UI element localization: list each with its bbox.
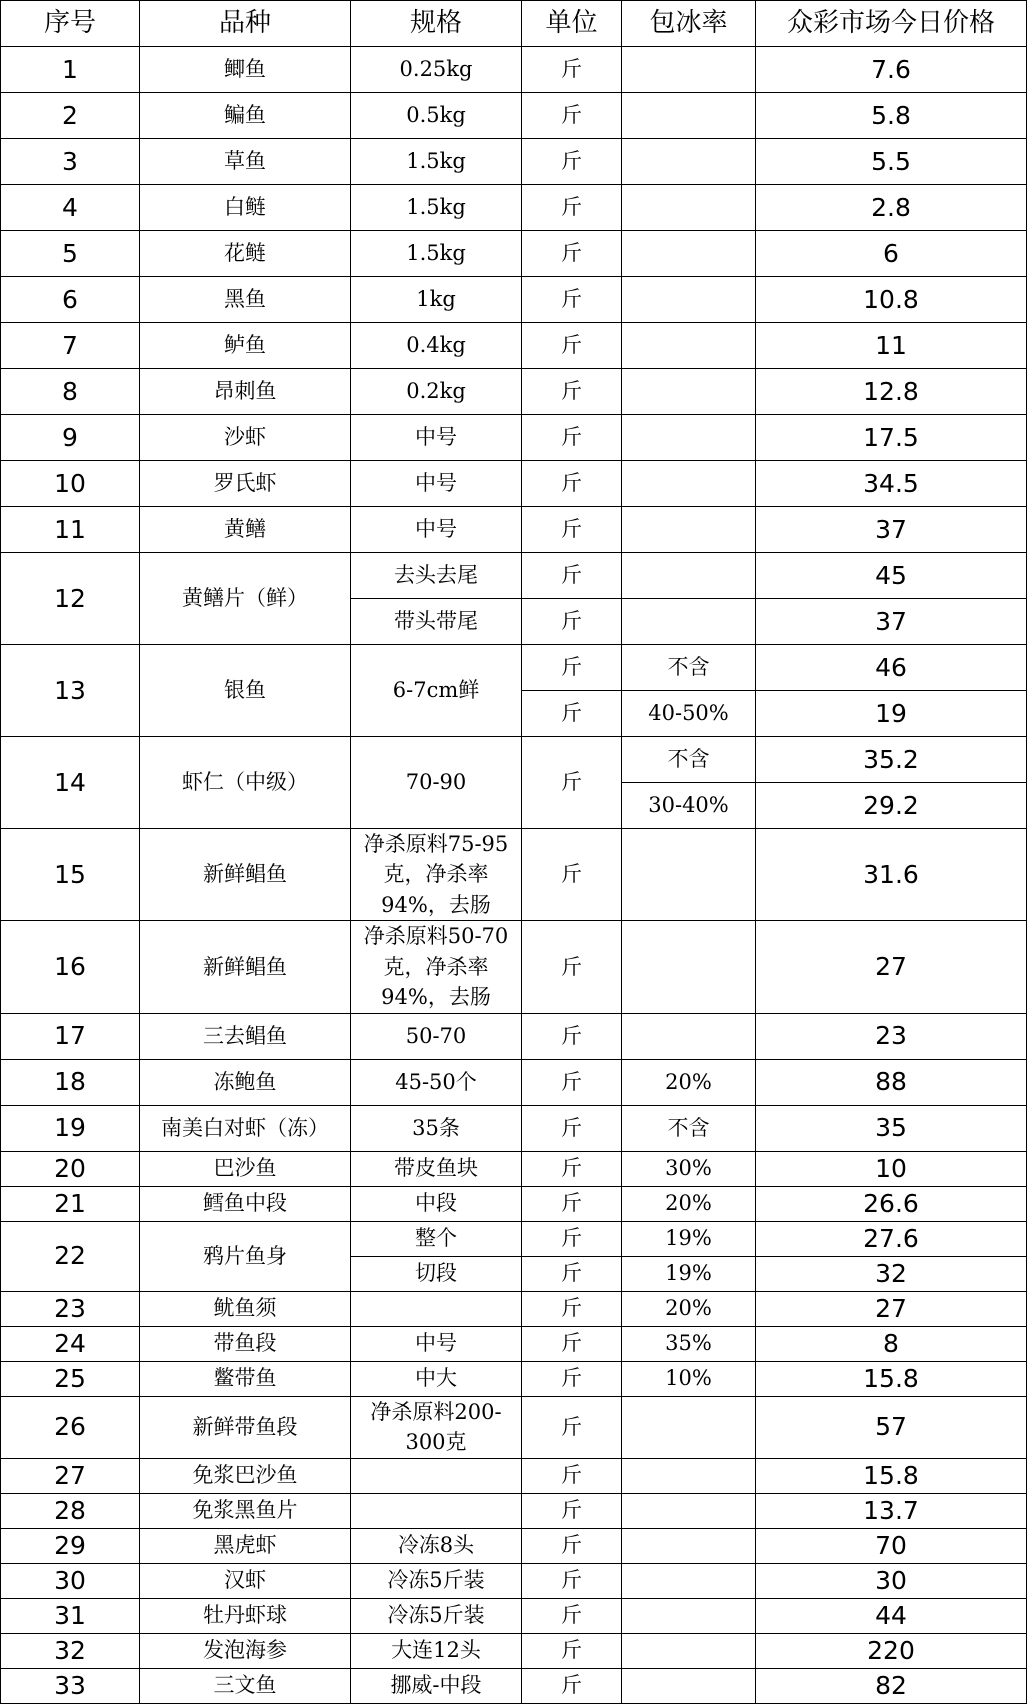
cell-ice-rate: 不含 [622, 1105, 756, 1151]
table-row [1, 829, 1027, 921]
cell-ice-rate: 35% [622, 1326, 756, 1361]
cell-variety: 冻鲍鱼 [140, 1059, 351, 1105]
cell-price: 13.7 [756, 1493, 1027, 1528]
cell-price: 37 [756, 599, 1027, 645]
table-row [1, 1396, 1027, 1458]
cell-no: 2 [1, 93, 140, 139]
table-body [1, 47, 1027, 1704]
cell-spec: 0.4kg [351, 323, 522, 369]
cell-ice-rate [622, 1668, 756, 1703]
cell-variety: 发泡海参 [140, 1633, 351, 1668]
cell-no: 3 [1, 139, 140, 185]
cell-unit: 斤 [522, 1326, 622, 1361]
table-row [1, 1528, 1027, 1563]
cell-no: 32 [1, 1633, 140, 1668]
cell-price: 31.6 [756, 829, 1027, 921]
cell-ice-rate [622, 1493, 756, 1528]
cell-unit: 斤 [522, 645, 622, 691]
cell-price: 35.2 [756, 737, 1027, 783]
table-row [1, 369, 1027, 415]
cell-price: 29.2 [756, 783, 1027, 829]
cell-spec: 冷冻5斤装 [351, 1563, 522, 1598]
cell-no: 11 [1, 507, 140, 553]
cell-spec: 0.2kg [351, 369, 522, 415]
cell-variety: 花鲢 [140, 231, 351, 277]
cell-price: 26.6 [756, 1186, 1027, 1221]
cell-ice-rate [622, 599, 756, 645]
cell-ice-rate [622, 139, 756, 185]
cell-ice-rate [622, 1563, 756, 1598]
table-row [1, 1598, 1027, 1633]
table-row [1, 1361, 1027, 1396]
cell-unit: 斤 [522, 1256, 622, 1291]
cell-no: 23 [1, 1291, 140, 1326]
cell-spec: 70-90 [351, 737, 522, 829]
cell-unit: 斤 [522, 1186, 622, 1221]
cell-no: 4 [1, 185, 140, 231]
cell-price: 82 [756, 1668, 1027, 1703]
cell-unit: 斤 [522, 1013, 622, 1059]
cell-spec: 去头去尾 [351, 553, 522, 599]
cell-spec: 挪威-中段 [351, 1668, 522, 1703]
cell-price: 30 [756, 1563, 1027, 1598]
table-row [1, 1059, 1027, 1105]
cell-unit: 斤 [522, 1059, 622, 1105]
table-row [1, 1326, 1027, 1361]
cell-variety: 黑鱼 [140, 277, 351, 323]
cell-price: 46 [756, 645, 1027, 691]
table-row [1, 231, 1027, 277]
cell-ice-rate [622, 1633, 756, 1668]
cell-no: 22 [1, 1221, 140, 1291]
cell-ice-rate [622, 461, 756, 507]
cell-unit: 斤 [522, 185, 622, 231]
table-row [1, 1563, 1027, 1598]
cell-unit: 斤 [522, 1151, 622, 1186]
cell-spec: 中号 [351, 507, 522, 553]
cell-unit: 斤 [522, 921, 622, 1013]
cell-no: 14 [1, 737, 140, 829]
cell-no: 6 [1, 277, 140, 323]
cell-ice-rate: 20% [622, 1291, 756, 1326]
cell-no: 10 [1, 461, 140, 507]
table-row [1, 1493, 1027, 1528]
cell-no: 17 [1, 1013, 140, 1059]
cell-ice-rate [622, 47, 756, 93]
cell-price: 34.5 [756, 461, 1027, 507]
table-row [1, 323, 1027, 369]
cell-price: 57 [756, 1396, 1027, 1458]
cell-unit: 斤 [522, 47, 622, 93]
table-row [1, 1291, 1027, 1326]
cell-spec: 中号 [351, 415, 522, 461]
cell-spec: 冷冻8头 [351, 1528, 522, 1563]
cell-price: 32 [756, 1256, 1027, 1291]
cell-ice-rate [622, 507, 756, 553]
cell-price: 35 [756, 1105, 1027, 1151]
cell-price: 8 [756, 1326, 1027, 1361]
cell-price: 5.5 [756, 139, 1027, 185]
cell-unit: 斤 [522, 737, 622, 829]
cell-price: 23 [756, 1013, 1027, 1059]
cell-variety: 新鲜鲳鱼 [140, 921, 351, 1013]
table-row [1, 277, 1027, 323]
cell-spec: 中段 [351, 1186, 522, 1221]
cell-spec: 35条 [351, 1105, 522, 1151]
cell-price: 2.8 [756, 185, 1027, 231]
header-ice-rate: 包冰率 [622, 1, 756, 47]
cell-unit: 斤 [522, 1361, 622, 1396]
cell-spec: 1kg [351, 277, 522, 323]
cell-ice-rate [622, 553, 756, 599]
cell-variety: 黄鳝 [140, 507, 351, 553]
cell-no: 1 [1, 47, 140, 93]
cell-price: 19 [756, 691, 1027, 737]
cell-ice-rate: 40-50% [622, 691, 756, 737]
cell-no: 8 [1, 369, 140, 415]
cell-no: 24 [1, 1326, 140, 1361]
cell-unit: 斤 [522, 691, 622, 737]
cell-price: 15.8 [756, 1458, 1027, 1493]
cell-price: 27 [756, 1291, 1027, 1326]
cell-unit: 斤 [522, 1598, 622, 1633]
cell-variety: 鸦片鱼身 [140, 1221, 351, 1291]
cell-unit: 斤 [522, 93, 622, 139]
cell-no: 20 [1, 1151, 140, 1186]
cell-spec: 6-7cm鲜 [351, 645, 522, 737]
cell-variety: 鳊鱼 [140, 93, 351, 139]
cell-unit: 斤 [522, 1668, 622, 1703]
cell-ice-rate [622, 323, 756, 369]
table-row [1, 1633, 1027, 1668]
header-unit: 单位 [522, 1, 622, 47]
header-spec: 规格 [351, 1, 522, 47]
cell-spec: 整个 [351, 1221, 522, 1256]
cell-variety: 巴沙鱼 [140, 1151, 351, 1186]
cell-no: 15 [1, 829, 140, 921]
cell-spec [351, 1458, 522, 1493]
cell-variety: 牡丹虾球 [140, 1598, 351, 1633]
cell-unit: 斤 [522, 1105, 622, 1151]
cell-spec: 1.5kg [351, 185, 522, 231]
cell-price: 11 [756, 323, 1027, 369]
header-variety: 品种 [140, 1, 351, 47]
table-row [1, 507, 1027, 553]
cell-ice-rate: 30% [622, 1151, 756, 1186]
cell-price: 10.8 [756, 277, 1027, 323]
cell-unit: 斤 [522, 231, 622, 277]
cell-variety: 新鲜鲳鱼 [140, 829, 351, 921]
cell-unit: 斤 [522, 461, 622, 507]
cell-no: 12 [1, 553, 140, 645]
cell-ice-rate [622, 1458, 756, 1493]
cell-no: 27 [1, 1458, 140, 1493]
cell-no: 7 [1, 323, 140, 369]
cell-no: 21 [1, 1186, 140, 1221]
cell-no: 30 [1, 1563, 140, 1598]
cell-variety: 黄鳝片（鲜） [140, 553, 351, 645]
cell-ice-rate: 19% [622, 1256, 756, 1291]
cell-unit: 斤 [522, 323, 622, 369]
cell-variety: 草鱼 [140, 139, 351, 185]
cell-ice-rate: 30-40% [622, 783, 756, 829]
cell-ice-rate [622, 921, 756, 1013]
table-row [1, 1668, 1027, 1703]
cell-price: 12.8 [756, 369, 1027, 415]
cell-no: 31 [1, 1598, 140, 1633]
cell-spec: 0.5kg [351, 93, 522, 139]
cell-variety: 沙虾 [140, 415, 351, 461]
cell-variety: 虾仁（中级） [140, 737, 351, 829]
table-row [1, 553, 1027, 599]
cell-price: 6 [756, 231, 1027, 277]
cell-price: 17.5 [756, 415, 1027, 461]
cell-ice-rate: 20% [622, 1059, 756, 1105]
cell-spec: 0.25kg [351, 47, 522, 93]
cell-ice-rate: 不含 [622, 737, 756, 783]
cell-spec: 净杀原料75-95克，净杀率94%，去肠 [351, 829, 522, 921]
table-row [1, 1221, 1027, 1256]
cell-spec: 净杀原料50-70克，净杀率94%，去肠 [351, 921, 522, 1013]
cell-unit: 斤 [522, 829, 622, 921]
cell-spec [351, 1291, 522, 1326]
cell-no: 18 [1, 1059, 140, 1105]
table-row [1, 1151, 1027, 1186]
cell-spec: 1.5kg [351, 231, 522, 277]
cell-price: 5.8 [756, 93, 1027, 139]
cell-no: 28 [1, 1493, 140, 1528]
cell-no: 9 [1, 415, 140, 461]
table-row [1, 737, 1027, 783]
table-row [1, 185, 1027, 231]
cell-unit: 斤 [522, 1396, 622, 1458]
cell-spec: 中号 [351, 1326, 522, 1361]
cell-spec: 带皮鱼块 [351, 1151, 522, 1186]
cell-no: 29 [1, 1528, 140, 1563]
cell-spec: 50-70 [351, 1013, 522, 1059]
table-row [1, 93, 1027, 139]
cell-variety: 昂刺鱼 [140, 369, 351, 415]
cell-ice-rate [622, 369, 756, 415]
cell-variety: 新鲜带鱼段 [140, 1396, 351, 1458]
cell-ice-rate [622, 93, 756, 139]
cell-unit: 斤 [522, 139, 622, 185]
cell-unit: 斤 [522, 1291, 622, 1326]
cell-variety: 鳕鱼中段 [140, 1186, 351, 1221]
cell-variety: 白鲢 [140, 185, 351, 231]
cell-no: 19 [1, 1105, 140, 1151]
cell-unit: 斤 [522, 1493, 622, 1528]
cell-spec: 切段 [351, 1256, 522, 1291]
cell-spec: 中大 [351, 1361, 522, 1396]
table-row [1, 1105, 1027, 1151]
cell-ice-rate [622, 1396, 756, 1458]
cell-ice-rate [622, 829, 756, 921]
cell-ice-rate [622, 231, 756, 277]
cell-no: 25 [1, 1361, 140, 1396]
cell-variety: 三去鲳鱼 [140, 1013, 351, 1059]
cell-price: 15.8 [756, 1361, 1027, 1396]
cell-ice-rate [622, 277, 756, 323]
cell-variety: 免浆黑鱼片 [140, 1493, 351, 1528]
cell-variety: 鲫鱼 [140, 47, 351, 93]
cell-ice-rate: 19% [622, 1221, 756, 1256]
cell-no: 26 [1, 1396, 140, 1458]
cell-unit: 斤 [522, 599, 622, 645]
cell-unit: 斤 [522, 1563, 622, 1598]
cell-variety: 银鱼 [140, 645, 351, 737]
cell-unit: 斤 [522, 1528, 622, 1563]
table-row [1, 461, 1027, 507]
cell-variety: 鱿鱼须 [140, 1291, 351, 1326]
cell-variety: 鳖带鱼 [140, 1361, 351, 1396]
table-row [1, 47, 1027, 93]
header-no: 序号 [1, 1, 140, 47]
cell-unit: 斤 [522, 1458, 622, 1493]
cell-unit: 斤 [522, 415, 622, 461]
cell-unit: 斤 [522, 1633, 622, 1668]
cell-unit: 斤 [522, 507, 622, 553]
cell-spec: 中号 [351, 461, 522, 507]
cell-price: 70 [756, 1528, 1027, 1563]
cell-price: 7.6 [756, 47, 1027, 93]
header-price: 众彩市场今日价格 [756, 1, 1027, 47]
table-row [1, 645, 1027, 691]
cell-spec: 净杀原料200-300克 [351, 1396, 522, 1458]
cell-price: 44 [756, 1598, 1027, 1633]
cell-ice-rate: 不含 [622, 645, 756, 691]
table-row [1, 1458, 1027, 1493]
cell-price: 37 [756, 507, 1027, 553]
table-row [1, 1013, 1027, 1059]
cell-ice-rate [622, 1013, 756, 1059]
cell-variety: 南美白对虾（冻） [140, 1105, 351, 1151]
cell-ice-rate [622, 1528, 756, 1563]
cell-spec: 大连12头 [351, 1633, 522, 1668]
cell-spec [351, 1493, 522, 1528]
cell-no: 33 [1, 1668, 140, 1703]
cell-variety: 免浆巴沙鱼 [140, 1458, 351, 1493]
cell-variety: 罗氏虾 [140, 461, 351, 507]
cell-price: 88 [756, 1059, 1027, 1105]
cell-ice-rate: 10% [622, 1361, 756, 1396]
cell-no: 16 [1, 921, 140, 1013]
table-row [1, 415, 1027, 461]
cell-unit: 斤 [522, 553, 622, 599]
cell-variety: 黑虎虾 [140, 1528, 351, 1563]
cell-unit: 斤 [522, 277, 622, 323]
cell-price: 27.6 [756, 1221, 1027, 1256]
cell-ice-rate [622, 185, 756, 231]
cell-variety: 鲈鱼 [140, 323, 351, 369]
cell-ice-rate [622, 415, 756, 461]
cell-variety: 带鱼段 [140, 1326, 351, 1361]
cell-price: 10 [756, 1151, 1027, 1186]
table-row [1, 921, 1027, 1013]
cell-variety: 三文鱼 [140, 1668, 351, 1703]
cell-ice-rate [622, 1598, 756, 1633]
cell-spec: 1.5kg [351, 139, 522, 185]
cell-ice-rate: 20% [622, 1186, 756, 1221]
table-row [1, 139, 1027, 185]
cell-no: 13 [1, 645, 140, 737]
cell-spec: 45-50个 [351, 1059, 522, 1105]
cell-price: 220 [756, 1633, 1027, 1668]
header-row [1, 1, 1027, 47]
table-row [1, 1186, 1027, 1221]
cell-spec: 带头带尾 [351, 599, 522, 645]
cell-no: 5 [1, 231, 140, 277]
cell-spec: 冷冻5斤装 [351, 1598, 522, 1633]
cell-unit: 斤 [522, 369, 622, 415]
cell-variety: 汉虾 [140, 1563, 351, 1598]
cell-price: 27 [756, 921, 1027, 1013]
cell-unit: 斤 [522, 1221, 622, 1256]
cell-price: 45 [756, 553, 1027, 599]
